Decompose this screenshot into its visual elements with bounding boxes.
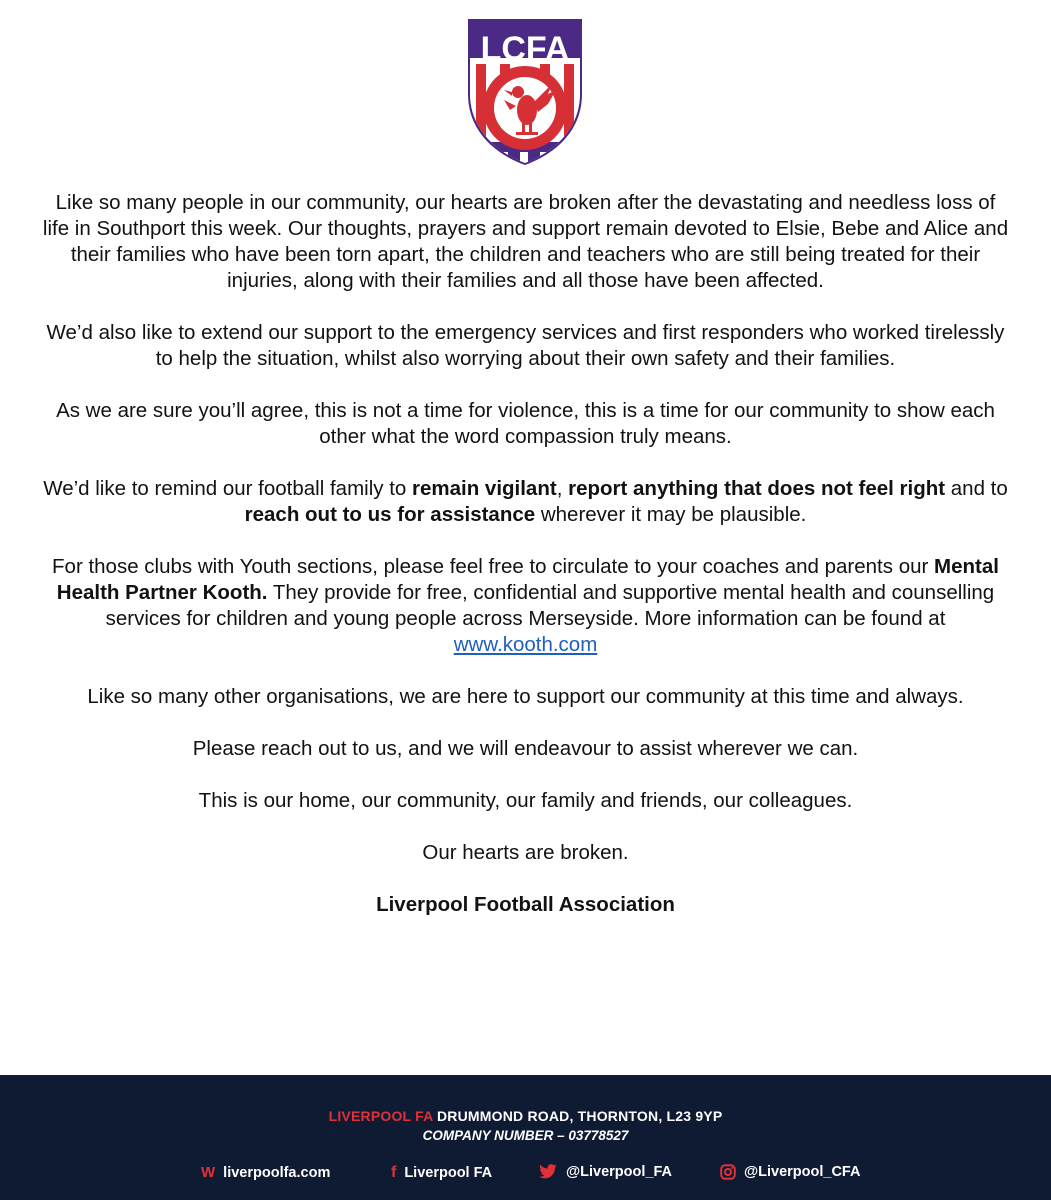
paragraph-support: Like so many other organisations, we are here to support our community at this time and always. [87, 685, 964, 708]
paragraph-condolences: Like so many people in our community, our hearts are broken after the devastating and needless loss of life in Southport this week. Our thoughts, prayers and support remain devoted to Elsie, Bebe and Alice and their families who have been torn apart, the children and teachers who are still being treated for their injuries, along with their families and all those have been affected. [42, 191, 1009, 292]
social-website-label: liverpoolfa.com [223, 1164, 331, 1181]
svg-text:LCFA: LCFA [480, 30, 570, 68]
social-website[interactable] [201, 1164, 330, 1181]
paragraph-emergency-services: We’d also like to extend our support to the emergency services and first responders who worked tirelessly to help the situation, whilst also worrying about their own safety and their families. [46, 321, 1005, 370]
lcfa-logo [464, 14, 586, 166]
lcfa-crest-icon [464, 14, 586, 166]
social-instagram[interactable] [720, 1164, 860, 1180]
website-icon: W [201, 1164, 216, 1181]
instagram-icon [720, 1164, 736, 1180]
footer-address: LIVERPOOL FA DRUMMOND ROAD, THORNTON, L23 9YP [328, 1108, 723, 1124]
statement-body [40, 190, 1011, 944]
emphasis-reach-out: reach out to us for assistance [244, 503, 536, 526]
kooth-link[interactable]: www.kooth.com [453, 633, 598, 656]
paragraph-kooth: For those clubs with Youth sections, please feel free to circulate to your coaches and parents our Mental Health Partner Kooth. They provide for free, confidential and supportive mental health and counselling services for children and young people across Merseyside. More information can be found at www.kooth.com [52, 555, 999, 656]
social-twitter-label: @Liverpool_FA [566, 1164, 672, 1180]
social-instagram-label: @Liverpool_CFA [744, 1164, 861, 1180]
social-facebook[interactable] [391, 1164, 492, 1182]
paragraph-hearts-broken: Our hearts are broken. [422, 841, 629, 864]
footer-brand: LIVERPOOL FA [328, 1108, 433, 1124]
paragraph-home: This is our home, our community, our family and friends, our colleagues. [198, 789, 853, 812]
paragraph-vigilance: We’d like to remind our football family to remain vigilant, report anything that does not feel right and to reach out to us for assistance wherever it may be plausible. [43, 477, 1008, 526]
twitter-icon [538, 1164, 558, 1180]
emphasis-report: report anything that does not feel right [568, 477, 946, 500]
paragraph-reach-out: Please reach out to us, and we will endeavour to assist wherever we can. [192, 737, 859, 760]
facebook-icon: f [391, 1164, 397, 1181]
paragraph-compassion: As we are sure you’ll agree, this is not a time for violence, this is a time for our community to show each other what the word compassion truly means. [56, 399, 995, 448]
footer-company-number: COMPANY NUMBER – 03778527 [422, 1128, 629, 1143]
footer-socials [0, 1164, 1051, 1186]
emphasis-remain-vigilant: remain vigilant [412, 477, 557, 500]
signoff: Liverpool Football Association [376, 893, 675, 916]
social-twitter[interactable] [538, 1164, 672, 1180]
footer [0, 1075, 1051, 1200]
emphasis-kooth: Mental Health Partner Kooth. [56, 555, 999, 604]
social-facebook-label: Liverpool FA [404, 1165, 493, 1181]
